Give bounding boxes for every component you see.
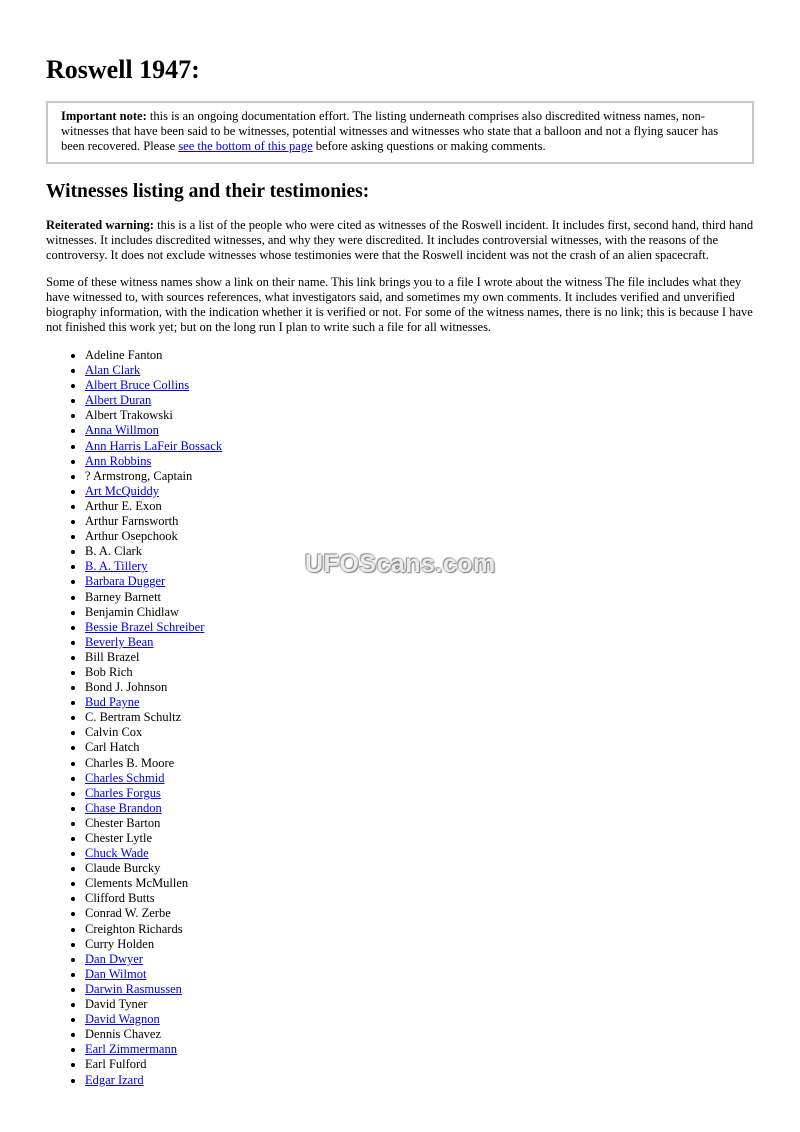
list-item [85, 891, 222, 906]
list-item [85, 469, 222, 484]
list-item [85, 514, 222, 529]
note-label: Important note: [61, 109, 147, 123]
list-item [85, 680, 222, 695]
list-item [85, 635, 222, 650]
list-item [85, 831, 222, 846]
list-item [85, 1057, 222, 1072]
list-item [85, 816, 222, 831]
list-item [85, 846, 222, 861]
witness-name: Arthur Osepchook [85, 529, 178, 544]
witness-link[interactable]: Beverly Bean [85, 634, 154, 649]
witness-link[interactable]: Ann Harris LaFeir Bossack [85, 438, 223, 453]
witness-link[interactable]: Ann Robbins [85, 453, 152, 468]
witness-name: Claude Burcky [85, 861, 161, 876]
list-item [85, 756, 222, 771]
witness-name: Curry Holden [85, 936, 155, 951]
note-text-after: before asking questions or making comments. [312, 139, 546, 154]
list-item [85, 484, 222, 499]
list-item [85, 529, 222, 544]
list-item [85, 997, 222, 1012]
list-item [85, 922, 222, 937]
explanation-paragraph: Some of these witness names show a link on their name. This link brings you to a file I wrote about the witness The file includes what they have witnessed to, with sources references, what investigators said, and sometimes my own comments. It includes verified and unverified biography information, with the indication whether it is verified or not. For some of the witness names, there is no link; this is because I have not finished this work yet; but on the long run I plan to write such a file for all witnesses. [46, 275, 753, 335]
list-item [85, 906, 222, 921]
witness-name: Clements McMullen [85, 876, 189, 891]
list-item [85, 801, 222, 816]
list-item [85, 393, 222, 408]
section-heading: Witnesses listing and their testimonies: [46, 181, 370, 202]
page-title: Roswell 1947: [46, 55, 200, 84]
warning-paragraph [46, 218, 754, 263]
witness-link[interactable]: Albert Bruce Collins [85, 378, 190, 393]
list-item [85, 439, 222, 454]
list-item [85, 559, 222, 574]
list-item [85, 725, 222, 740]
witness-name: Albert Trakowski [85, 408, 173, 423]
witness-name: Chester Barton [85, 815, 161, 830]
witness-link[interactable]: Charles Forgus [85, 785, 161, 800]
witness-link[interactable]: Alan Clark [85, 363, 141, 378]
witness-name: Arthur Farnsworth [85, 514, 179, 529]
witness-name: Calvin Cox [85, 725, 143, 740]
witness-name: Chester Lytle [85, 831, 152, 845]
witness-link[interactable]: Bud Payne [85, 695, 140, 710]
witness-name: Barney Barnett [85, 589, 162, 604]
list-item [85, 499, 222, 514]
witness-name: B. A. Clark [85, 544, 142, 559]
witness-name: Creighton Richards [85, 921, 183, 936]
warning-label: Reiterated warning: [46, 218, 154, 232]
list-item [85, 1073, 222, 1088]
list-item [85, 574, 222, 589]
list-item [85, 861, 222, 876]
witness-link[interactable]: Chuck Wade [85, 846, 149, 861]
witness-name: Bond J. Johnson [85, 680, 168, 695]
list-item [85, 952, 222, 967]
list-item [85, 937, 222, 952]
witness-name: Bill Brazel [85, 649, 140, 664]
list-item [85, 1042, 222, 1057]
list-item [85, 363, 222, 378]
list-item [85, 348, 222, 363]
witness-link[interactable]: Bessie Brazel Schreiber [85, 619, 205, 634]
list-item [85, 544, 222, 559]
list-item [85, 408, 222, 423]
warning-text: this is a list of the people who were cited as witnesses of the Roswell incident. It includes first, second hand, third hand witnesses. It includes discredited witnesses, and why they were discredited. It includes controversial witnesses, with the reasons of the controversy. It does not exclude witnesses whose testimonies were that the Roswell incident was not the crash of an alien spacecraft. [46, 218, 754, 263]
list-item [85, 1012, 222, 1027]
witness-link[interactable]: Anna Willmon [85, 423, 159, 438]
list-item [85, 740, 222, 755]
see-bottom-link[interactable]: see the bottom of this page [178, 139, 313, 154]
witness-name: Dennis Chavez [85, 1027, 162, 1042]
witness-link[interactable]: Dan Wilmot [85, 966, 147, 981]
witness-link[interactable]: Barbara Dugger [85, 574, 166, 589]
list-item [85, 771, 222, 786]
list-item [85, 590, 222, 605]
list-item [85, 786, 222, 801]
list-item [85, 695, 222, 710]
list-item [85, 665, 222, 680]
list-item [85, 650, 222, 665]
witness-name: Conrad W. Zerbe [85, 906, 171, 921]
list-item [85, 1027, 222, 1042]
witness-list [46, 348, 222, 1088]
witness-name: C. Bertram Schultz [85, 710, 182, 725]
witness-link[interactable]: Darwin Rasmussen [85, 981, 182, 996]
witness-link[interactable]: Chase Brandon [85, 800, 162, 815]
witness-link[interactable]: David Wagnon [85, 1012, 160, 1027]
witness-link[interactable]: Dan Dwyer [85, 951, 143, 966]
list-item [85, 967, 222, 982]
witness-name: Benjamin Chidlaw [85, 604, 180, 619]
witness-name: Earl Fulford [85, 1057, 147, 1072]
witness-link[interactable]: Art McQuiddy [85, 483, 159, 498]
list-item [85, 710, 222, 725]
witness-link[interactable]: Edgar Izard [85, 1072, 144, 1087]
witness-name: David Tyner [85, 997, 148, 1012]
witness-name: Arthur E. Exon [85, 498, 162, 513]
list-item [85, 423, 222, 438]
list-item [85, 605, 222, 620]
witness-name: Bob Rich [85, 664, 133, 679]
list-item [85, 876, 222, 891]
list-item [85, 982, 222, 997]
witness-name: Charles B. Moore [85, 755, 175, 770]
witness-link[interactable]: B. A. Tillery [85, 559, 148, 574]
important-note-box [46, 101, 754, 164]
list-item [85, 378, 222, 393]
witness-name: Carl Hatch [85, 740, 140, 755]
witness-link[interactable]: Albert Duran [85, 393, 152, 408]
witness-link[interactable]: Charles Schmid [85, 770, 165, 785]
witness-name: ? Armstrong, Captain [85, 468, 193, 483]
list-item [85, 454, 222, 469]
note-text-before: this is an ongoing documentation effort. The listing underneath comprises also discredited witness names, non-witnesses that have been said to be witnesses, potential witnesses and witnesses who state that a balloon and not a flying saucer has been recovered. Please [61, 109, 719, 154]
list-item [85, 620, 222, 635]
witness-name: Clifford Butts [85, 891, 155, 906]
witness-name: Adeline Fanton [85, 348, 163, 362]
watermark: UFOScans.com [305, 550, 496, 578]
witness-link[interactable]: Earl Zimmermann [85, 1042, 177, 1057]
